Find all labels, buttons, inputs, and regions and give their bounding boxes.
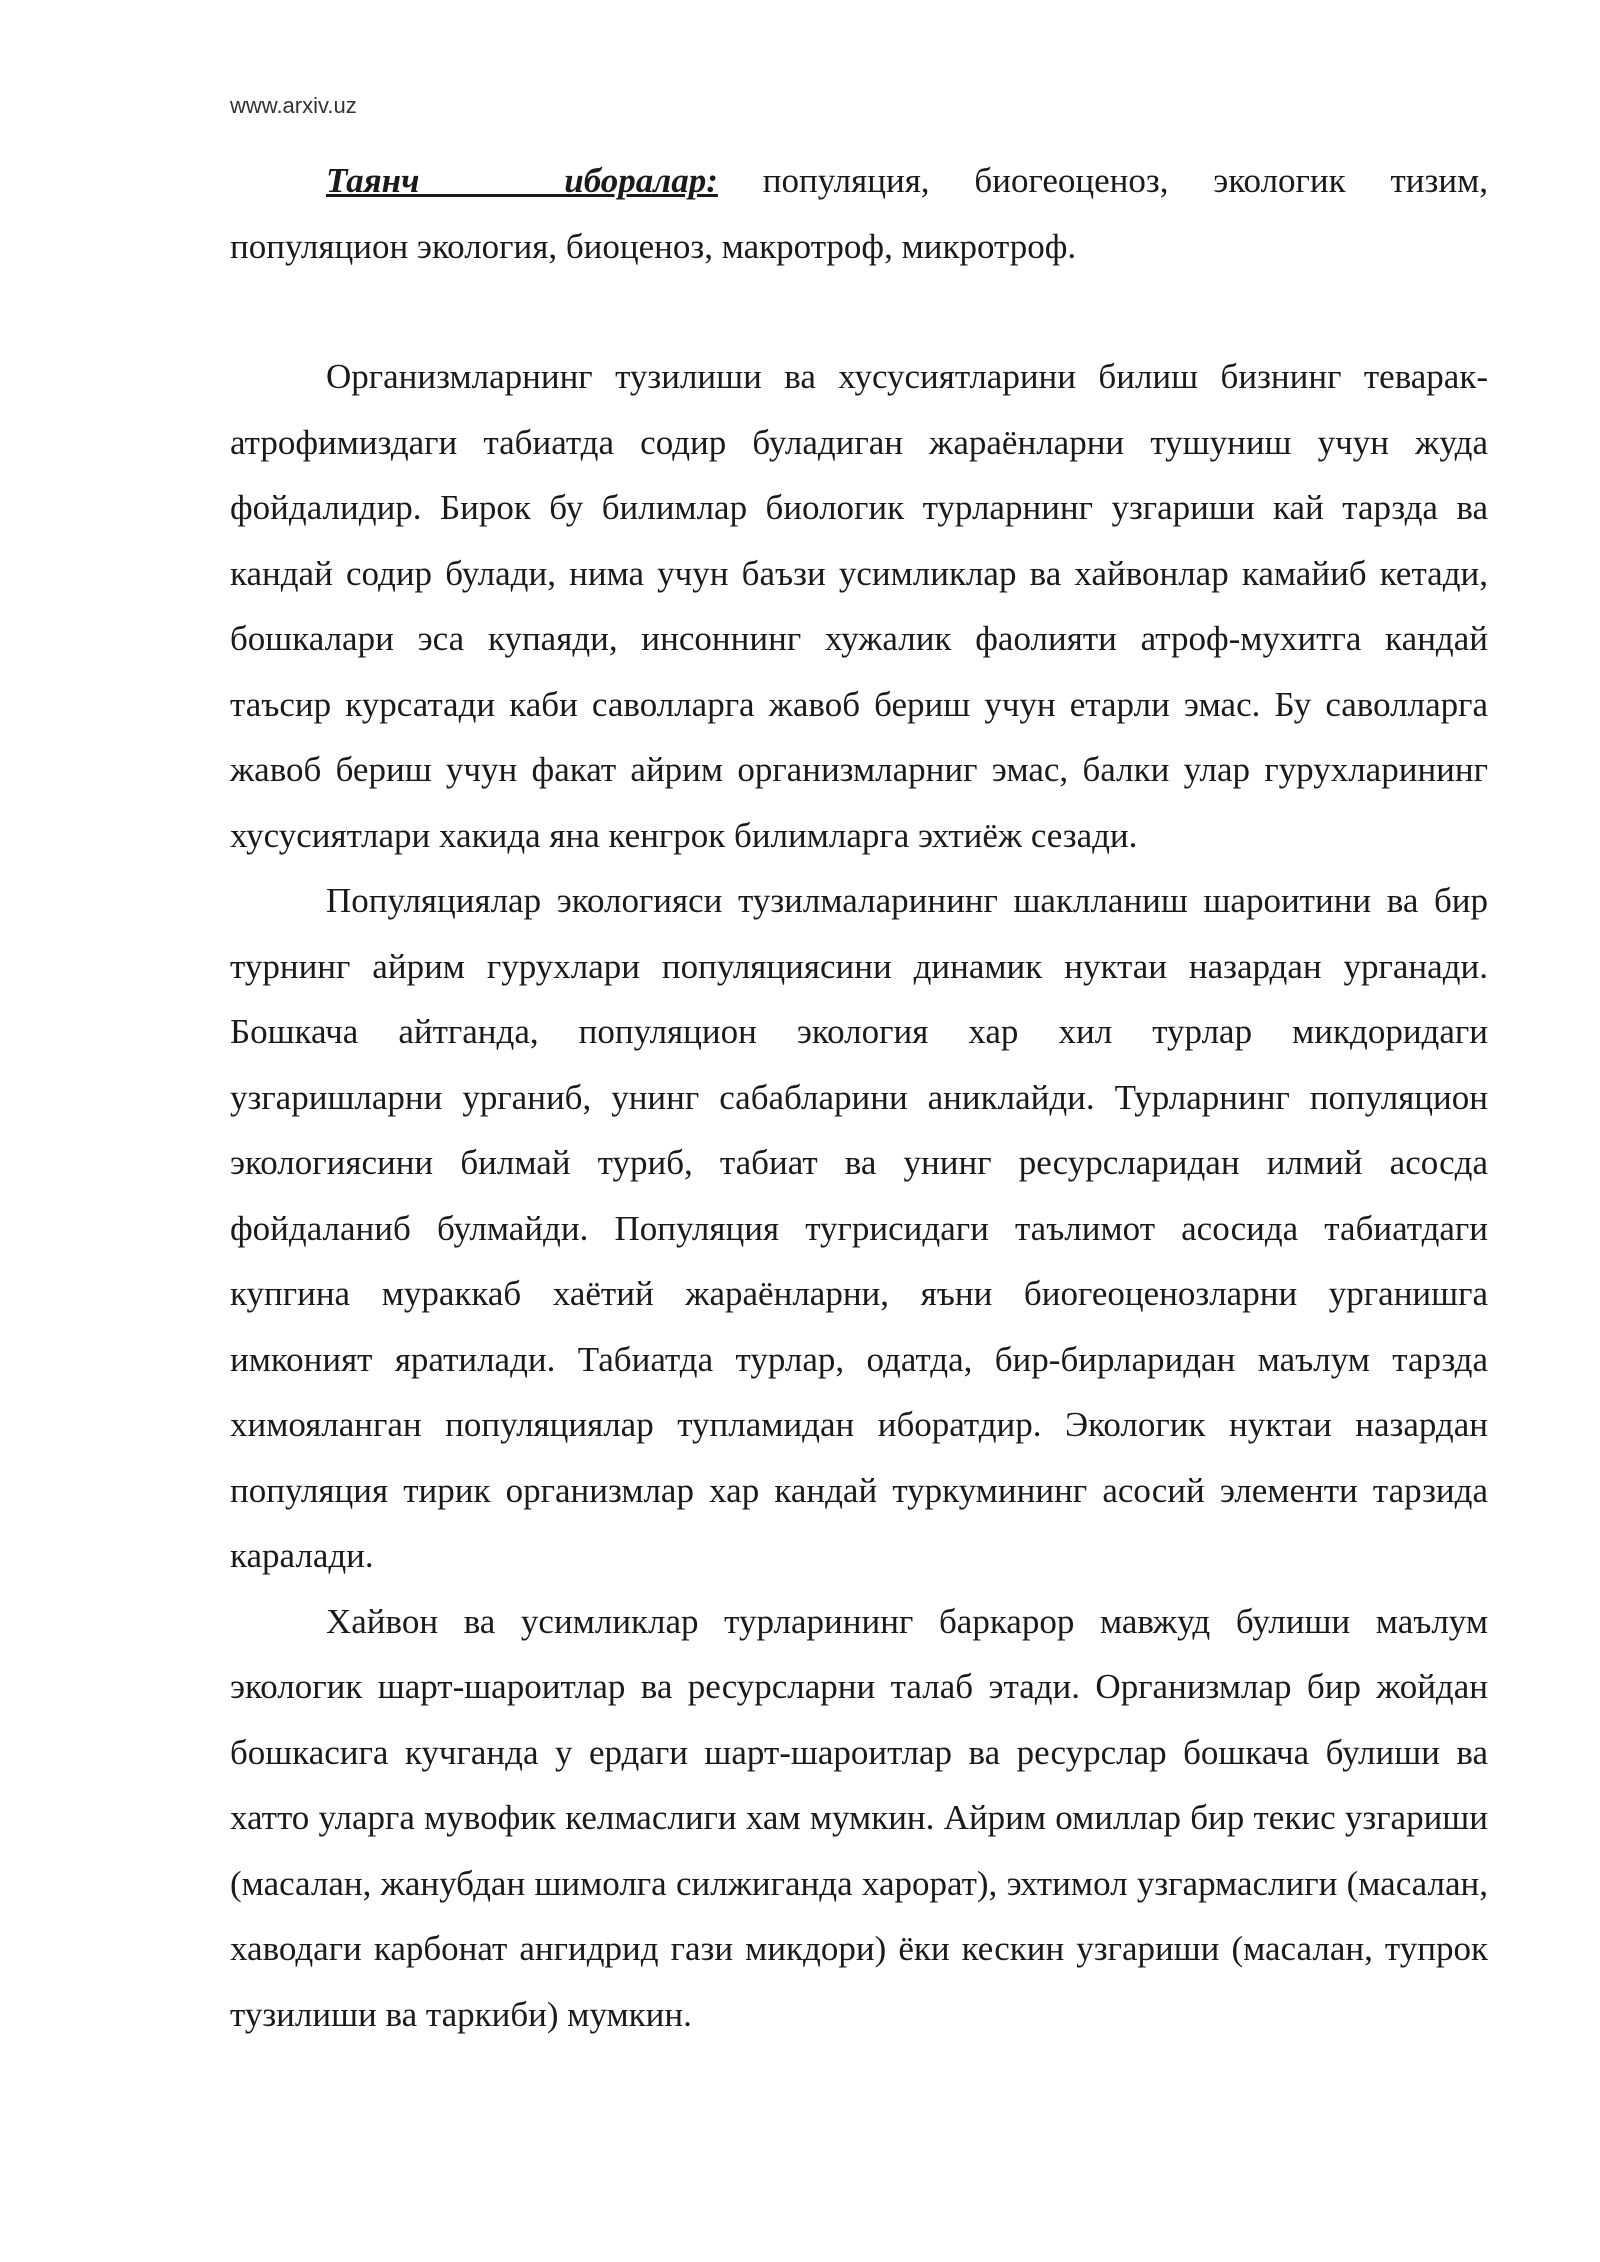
keywords-text: популяция, биогеоценоз, экологик тизим, популяцион экология, биоценоз, макротроф, микротроф. <box>230 161 1488 266</box>
paragraph-1: Организмларнинг тузилиши ва хусусиятларини билиш бизнинг теварак-атрофимиздаги табиатда содир буладиган жараёнларни тушуниш учун жуда фойдалидир. Бирок бу билимлар биологик турларнинг узгариши кай тарзда ва кандай содир булади, нима учун баъзи усимликлар ва хайвонлар камайиб кетади, бошкалари эса купаяди, инсоннинг хужалик фаолияти атроф-мухитга кандай таъсир курсатади каби саволларга жавоб бериш учун етарли эмас. Бу саволларга жавоб бериш учун факат айрим организмларниг эмас, балки улар гурухларининг хусусиятлари хакида яна кенгрок билимларга эхтиёж сезади. <box>230 357 1488 855</box>
keywords-label: Таянч иборалар: <box>326 161 718 200</box>
keywords-paragraph <box>230 148 1488 279</box>
paragraph-3: Хайвон ва усимликлар турларининг баркарор мавжуд булиши маълум экологик шарт-шароитлар ва ресурсларни талаб этади. Организмлар бир жойдан бошкасига кучганда у ердаги шарт-шароитлар ва ресурслар бошкача булиши ва хатто уларга мувофик келмаслиги хам мумкин. Айрим омиллар бир текис узгариши (масалан, жанубдан шимолга силжиганда харорат), эхтимол узгармаслиги (масалан, хаводаги карбонат ангидрид гази микдори) ёки кескин узгариши (масалан, тупрок тузилиши ва таркиби) мумкин. <box>230 1601 1488 2034</box>
paragraph-2: Популяциялар экологияси тузилмаларининг шаклланиш шароитини ва бир турнинг айрим гурухлари популяциясини динамик нуктаи назардан урганади. Бошкача айтганда, популяцион экология хар хил турлар микдоридаги узгаришларни урганиб, унинг сабабларини аниклайди. Турларнинг популяцион экологиясини билмай туриб, табиат ва унинг ресурсларидан илмий асосда фойдаланиб булмайди. Популяция тугрисидаги таълимот асосида табиатдаги купгина мураккаб хаётий жараёнларни, яъни биогеоценозларни урганишга имконият яратилади. Табиатда турлар, одатда, бир-бирларидан маълум тарзда химояланган популяциялар тупламидан иборатдир. Экологик нуктаи назардан популяция тирик организмлар хар кандай туркумининг асосий элементи тарзида каралади. <box>230 881 1488 1575</box>
body-text <box>230 148 1488 2047</box>
watermark-url: www.arxiv.uz <box>230 93 357 118</box>
